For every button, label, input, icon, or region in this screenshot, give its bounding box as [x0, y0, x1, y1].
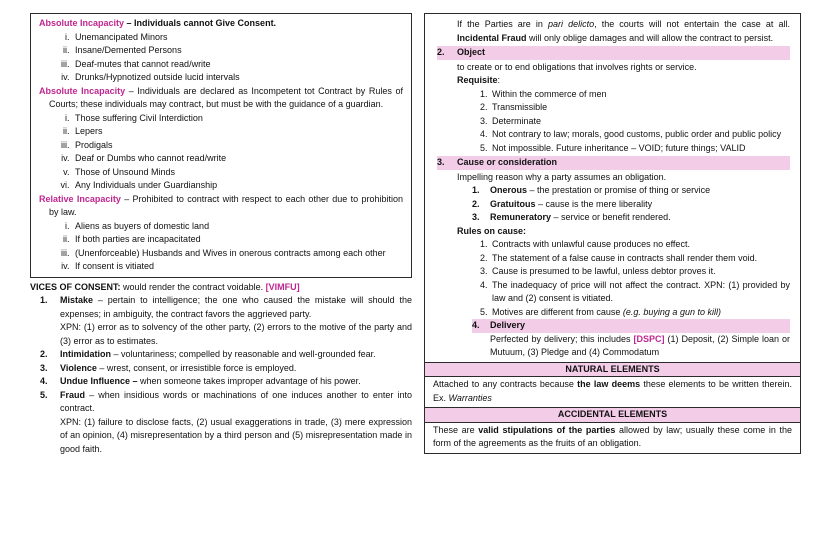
- incidental-fraud-term: Incidental Fraud: [457, 32, 527, 43]
- vice-text: Violence – wrest, consent, or irresistible force is employed.: [60, 362, 297, 373]
- vice-number: 1.: [40, 295, 48, 305]
- list-item: iii. Prodigals: [72, 139, 403, 153]
- vice-term: Violence: [60, 362, 97, 373]
- section-term: Absolute Incapacity: [39, 18, 125, 28]
- list-item: 3. Determinate: [490, 115, 790, 129]
- vice-item-violence: [40, 362, 412, 376]
- list-item: 2. Transmissible: [490, 101, 790, 115]
- vimfu-tag: [VIMFU]: [265, 281, 300, 292]
- vice-number: 2.: [40, 349, 48, 359]
- requisite-list: [457, 88, 790, 156]
- delivery-title: Delivery: [490, 320, 526, 330]
- list-item: ii. Lepers: [72, 125, 403, 139]
- accidental-elements-header: ACCIDENTAL ELEMENTS: [425, 407, 800, 423]
- incapacity-box: [30, 13, 412, 278]
- section-title: [39, 85, 403, 112]
- law-deems-term: the law deems: [577, 379, 641, 389]
- kind-term: Onerous: [490, 185, 528, 195]
- vice-text: Fraud – when insidious words or machinations of one induces another to enter into contract.: [60, 389, 412, 413]
- vice-text: Undue Influence – when someone takes improper advantage of his power.: [60, 376, 361, 386]
- vice-item-fraud: [40, 389, 412, 457]
- left-column: [30, 13, 412, 530]
- delivery-number: 4.: [472, 320, 480, 330]
- cause-desc: Impelling reason why a party assumes an obligation.: [457, 171, 667, 182]
- list-item: ii. Insane/Demented Persons: [72, 44, 403, 58]
- vice-item-mistake: [40, 294, 412, 348]
- vices-of-consent-section: [30, 281, 412, 457]
- object-title: Object: [457, 47, 486, 57]
- list-item: iv. Deaf or Dumbs who cannot read/write: [72, 152, 403, 166]
- right-main-content: [425, 14, 800, 362]
- delivery-heading: [472, 319, 790, 333]
- cause-kind-remuneratory: 3. Remuneratory – service or benefit rendered.: [472, 211, 790, 225]
- section-title: [39, 193, 403, 220]
- list-item: 1. Contracts with unlawful cause produces no effect.: [490, 238, 790, 252]
- list-item: 2. The statement of a false cause in contracts shall render them void.: [490, 252, 790, 266]
- vices-heading: [30, 281, 412, 295]
- accidental-elements-text: These are valid stipulations of the parties allowed by law; usually these come in the form of the agreements as the fruits of an obligation.: [433, 424, 793, 448]
- vice-term: Fraud: [60, 389, 86, 400]
- list-item: 3. Cause is presumed to be lawful, unless debtor proves it.: [490, 265, 790, 279]
- vice-xpn: XPN: (1) error as to solvency of the other party, (2) errors to the motive of the party and (3) error as to estimates.: [60, 322, 412, 346]
- pari-delicto-term: pari delicto: [547, 19, 595, 29]
- vices-heading-text: would render the contract voidable.: [120, 281, 266, 292]
- list-item: vi. Any Individuals under Guardianship: [72, 179, 403, 193]
- list-item: 5. Not impossible. Future inheritance – VOID; future things; VALID: [490, 142, 790, 156]
- list-item: ii. If both parties are incapacitated: [72, 233, 403, 247]
- list-item: 5. Motives are different from cause (e.g. buying a gun to kill): [490, 306, 790, 320]
- roman-list: [39, 112, 403, 193]
- kind-number: 1.: [472, 185, 480, 195]
- list-item: 4. The inadequacy of price will not affect the contract. XPN: (1) provided by law and (2) consent is vitiated.: [490, 279, 790, 306]
- list-item: 4. Not contrary to law; morals, good customs, public order and public policy: [490, 128, 790, 142]
- pari-delicto-paragraph: If the Parties are in pari delicto, the courts will not entertain the case at all. Incidental Fraud will only oblige damages and will allow the contract to persist.: [457, 19, 790, 43]
- incapacity-section-3: [39, 193, 403, 274]
- section-desc: – Prohibited to contract with respect to each other due to prohibition by law.: [49, 193, 403, 217]
- list-item: v. Those of Unsound Minds: [72, 166, 403, 180]
- cause-body: [457, 171, 790, 360]
- vice-term: Intimidation: [60, 349, 111, 359]
- section-term: Relative Incapacity: [39, 193, 121, 204]
- warranties-term: Warranties: [448, 392, 492, 403]
- roman-list: [39, 220, 403, 274]
- natural-elements-header: NATURAL ELEMENTS: [425, 362, 800, 378]
- vice-term: Undue Influence –: [60, 376, 138, 386]
- object-number: 2.: [437, 47, 445, 57]
- example-italic: (e.g. buying a gun to kill): [622, 306, 721, 317]
- object-heading: [437, 46, 790, 60]
- list-item: i. Aliens as buyers of domestic land: [72, 220, 403, 234]
- kind-term: Gratuitous: [490, 198, 536, 209]
- cause-kind-onerous: 1. Onerous – the prestation or promise of thing or service: [472, 184, 790, 198]
- list-item: i. Unemancipated Minors: [72, 31, 403, 45]
- list-item: iv. If consent is vitiated: [72, 260, 403, 274]
- vice-number: 5.: [40, 389, 48, 400]
- incapacity-section-2: [39, 85, 403, 193]
- list-item: 1. Within the commerce of men: [490, 88, 790, 102]
- kind-number: 3.: [472, 212, 480, 222]
- section-term: Absolute Incapacity: [39, 85, 126, 96]
- requisite-label: Requisite:: [457, 75, 501, 85]
- vice-xpn: XPN: (1) failure to disclose facts, (2) usual exaggerations in trade, (3) mere expression of an opinion, (4) misrepresentation by a third person and (5) misrepresentation made in good faith.: [60, 416, 412, 454]
- rules-on-cause-label: Rules on cause:: [457, 225, 527, 236]
- kind-term: Remuneratory: [490, 212, 552, 222]
- valid-stipulations-term: valid stipulations of the parties: [478, 424, 616, 435]
- natural-elements-text: Attached to any contracts because the law deems these elements to be written therein. Ex. Warranties: [433, 379, 792, 403]
- vice-text: Intimidation – voluntariness; compelled by reasonable and well-grounded fear.: [60, 349, 376, 359]
- cause-title: Cause or consideration: [457, 157, 558, 167]
- rules-list: [457, 238, 790, 319]
- cause-number: 3.: [437, 157, 445, 167]
- section-desc: – Individuals are declared as Incompetent tot Contract by Rules of Courts; these individuals may contract, but must be with the guidance of a guardian.: [49, 85, 403, 109]
- vice-item-intimidation: [40, 348, 412, 362]
- list-item: iii. (Unenforceable) Husbands and Wives in onerous contracts among each other: [72, 247, 403, 261]
- incapacity-section-1: [39, 17, 403, 85]
- vices-heading-label: VICES OF CONSENT:: [30, 281, 121, 292]
- object-body: [457, 61, 790, 156]
- vice-number: 4.: [40, 376, 48, 386]
- list-item: iv. Drunks/Hypnotized outside lucid intervals: [72, 71, 403, 85]
- section-title: [39, 17, 403, 31]
- vice-text: Mistake – pertain to intelligence; the one who caused the mistake will should the expenses; in ambiguity, the contract favors the aggrieved party.: [60, 295, 412, 319]
- cause-kind-gratuitous: 2. Gratuitous – cause is the mere liberality: [472, 198, 790, 212]
- roman-list: [39, 31, 403, 85]
- right-column: [424, 13, 801, 454]
- cause-heading: [437, 156, 790, 170]
- vice-number: 3.: [40, 362, 48, 373]
- list-item: iii. Deaf-mutes that cannot read/write: [72, 58, 403, 72]
- object-desc: to create or to end obligations that involves rights or service.: [457, 61, 697, 72]
- dspc-tag: [DSPC]: [633, 333, 665, 344]
- section-desc: – Individuals cannot Give Consent.: [124, 18, 277, 28]
- vice-item-undue-influence: [40, 375, 412, 389]
- kind-number: 2.: [472, 198, 480, 209]
- delivery-text: Perfected by delivery; this includes [DSPC] (1) Deposit, (2) Simple loan or Mutuum, (3) Pledge and (4) Commodatum: [490, 333, 790, 357]
- vice-term: Mistake: [60, 295, 94, 305]
- list-item: i. Those suffering Civil Interdiction: [72, 112, 403, 126]
